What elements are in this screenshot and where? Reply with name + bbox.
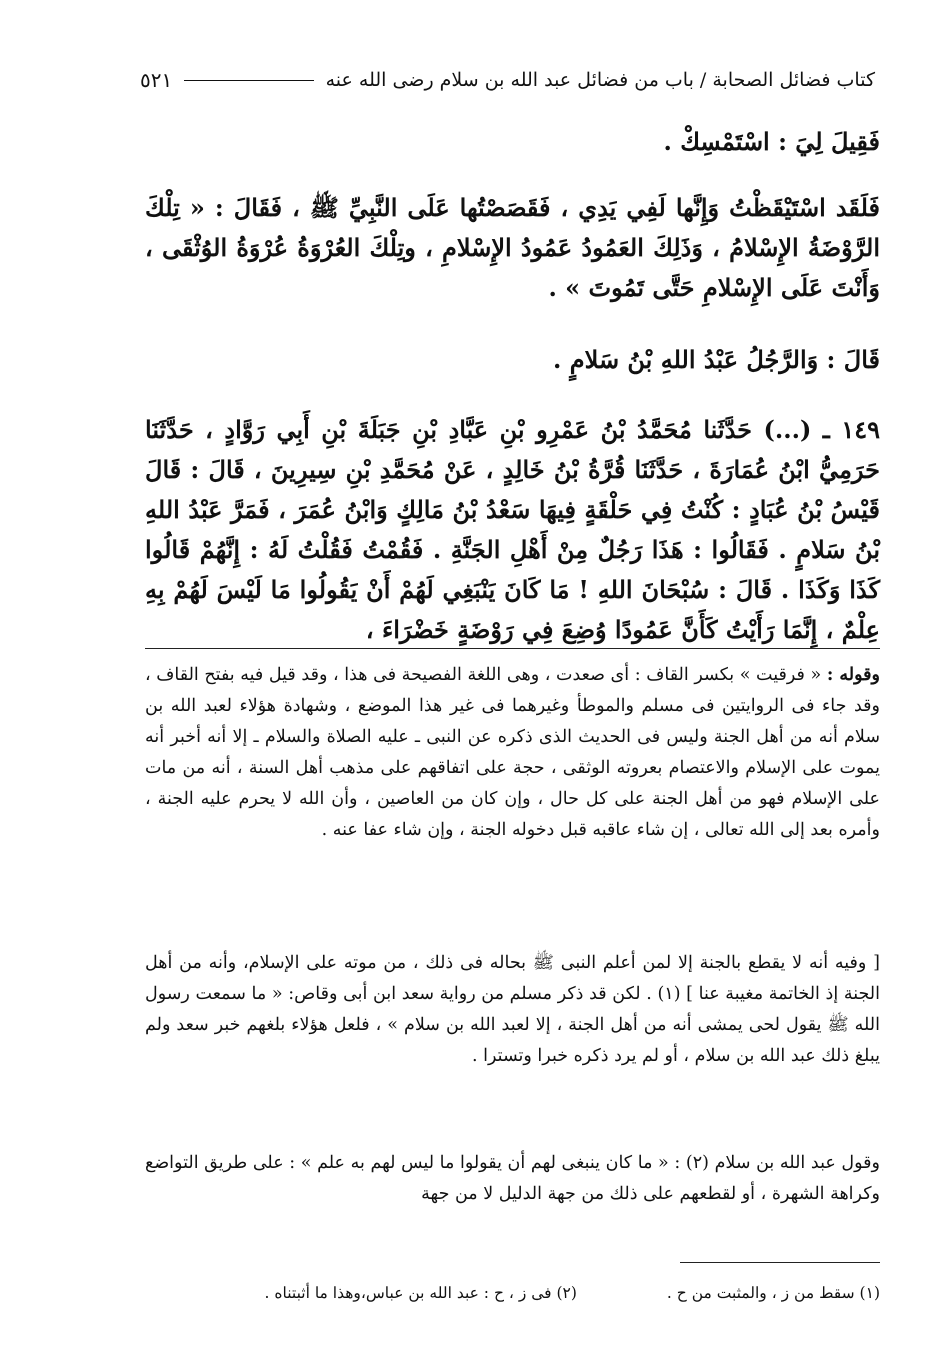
header-rule	[184, 80, 313, 81]
hadith-paragraph-4: ١٤٩ ـ (...) حَدَّثَنا مُحَمَّدُ بْنُ عَمْرِو بْنِ عَبَّادِ بْنِ جَبَلَةَ بْنِ أَبِي رَوَّادٍ ، حَدَّثَنَا حَرَمِيُّ ابْنُ عُمَارَةَ ، حَدَّثَنَا قُرَّةُ بْنُ خَالِدٍ ، عَنْ مُحَمَّدِ بْنِ سِيرِينَ ، قَالَ : قَالَ قَيْسُ بْنُ عُبَادٍ : كُنْتُ فِي حَلْقَةٍ فِيهَا سَعْدُ بْنُ مَالِكٍ وَابْنُ عُمَرَ ، فَمَرَّ عَبْدُ اللهِ بْنُ سَلامٍ . فَقَالُوا : هَذَا رَجُلٌ مِنْ أَهْلِ الجَنَّةِ . فَقُمْتُ فَقُلْتُ لَهُ : إِنَّهُمْ قَالُوا كَذَا وَكَذَا . قَالَ : سُبْحَانَ اللهِ ! مَا كَانَ يَنْبَغِي لَهُمْ أَنْ يَقُولُوا مَا لَيْسَ لَهُمْ بِهِ عِلْمٌ ، إِنَّمَا رَأَيْتُ كَأَنَّ عَمُودًا وُضِعَ فِي رَوْضَةٍ خَضْرَاءَ ،	[145, 415, 880, 644]
commentary-block-2	[145, 948, 880, 1072]
footnote-rule	[680, 1262, 880, 1263]
header-title: كتاب فضائل الصحابة / باب من فضائل عبد الله بن سلام رضى الله عنه	[325, 69, 875, 91]
commentary-block-3	[145, 1148, 880, 1210]
commentary-block-1	[145, 660, 880, 846]
footnote-1: (١) سقط من ز ، والمثبت من ح .	[666, 1284, 880, 1302]
commentary-divider	[145, 648, 880, 649]
commentary-paragraph-2: [ وفيه أنه لا يقطع بالجنة إلا لمن أعلم النبى ﷺ بحاله فى ذلك ، من موته على الإسلام، وأنه من أهل الجنة إذ الخاتمة مغيبة عنا ] (١) . لكن قد ذكر مسلم من رواية سعد ابن أبى وقاص: « ما سمعت رسول الله ﷺ يقول لحى يمشى أنه من أهل الجنة ، إلا لعبد الله بن سلام » ، فلعل هؤلاء بلغهم خبر سعد ولم يبلغ ذلك عبد الله بن سلام ، أو لم يرد ذكره خبرا وتسترا .	[145, 953, 880, 1066]
footnote-2: (٢) فى ز ، ح : عبد الله بن عباس،وهذا ما أثبتناه .	[264, 1284, 577, 1302]
footnotes	[150, 1278, 880, 1308]
page-number: ٥٢١	[140, 68, 173, 92]
commentary-text-1: « فرقيت » بكسر القاف : أى صعدت ، وهى اللغة الفصيحة فى هذا ، وقد قيل فيه بفتح القاف ، وقد جاء فى الروايتين فى مسلم والموطأ وغيرهما فى غير هذا الموضع ، وشهادة هؤلاء لعبد الله بن سلام أنه من أهل الجنة وليس فى الحديث الذى ذكره عن النبى ـ عليه الصلاة والسلام ـ إلا أنه أخبر أنه يموت على الإسلام والاعتصام بعروته الوثقى ، حجة على اتفاقهم على مذهب أهل السنة ، أنه من مات على الإسلام فهو من أهل الجنة على كل حال ، وإن كان من العاصين ، وأن الله لا يحرم عليه الجنة ، وأمره بعد إلى الله تعالى ، إن شاء عاقبه قبل دخوله الجنة ، وإن شاء عفا عنه .	[145, 665, 880, 840]
hadith-text-block-1	[145, 122, 880, 162]
hadith-text-block-4	[145, 410, 880, 650]
hadith-paragraph-3: قَالَ : وَالرَّجُلُ عَبْدُ اللهِ بْنُ سَلامٍ .	[553, 345, 880, 374]
commentary-lead: وقوله :	[826, 665, 880, 685]
running-header	[140, 62, 875, 98]
hadith-paragraph-1: فَقِيلَ لِيَ : اسْتَمْسِكْ .	[663, 127, 880, 156]
commentary-paragraph-1	[145, 660, 880, 846]
hadith-paragraph-2: فَلَقَد اسْتَيْقَظْتُ وَإِنَّها لَفِي يَدِي ، فَقَصَصْتُها عَلَى النَّبِيِّ ﷺ ، فَقَالَ : « تِلْكَ الرَّوْضَةُ الإِسْلامُ ، وَذَلِكَ العَمُودُ عَمُودُ الإِسْلامِ ، وتِلْكَ العُرْوَةُ عُرْوَةُ الوُثْقَى ، وَأَنْتَ عَلَى الإِسْلامِ حَتَّى تَمُوتَ » .	[145, 193, 880, 302]
hadith-text-block-2	[145, 188, 880, 308]
commentary-paragraph-3: وقول عبد الله بن سلام (٢) : « ما كان ينبغى لهم أن يقولوا ما ليس لهم به علم » : على طريق التواضع وكراهة الشهرة ، أو لقطعهم على ذلك من جهة الدليل لا من جهة	[145, 1153, 880, 1204]
hadith-text-block-3	[145, 340, 880, 380]
